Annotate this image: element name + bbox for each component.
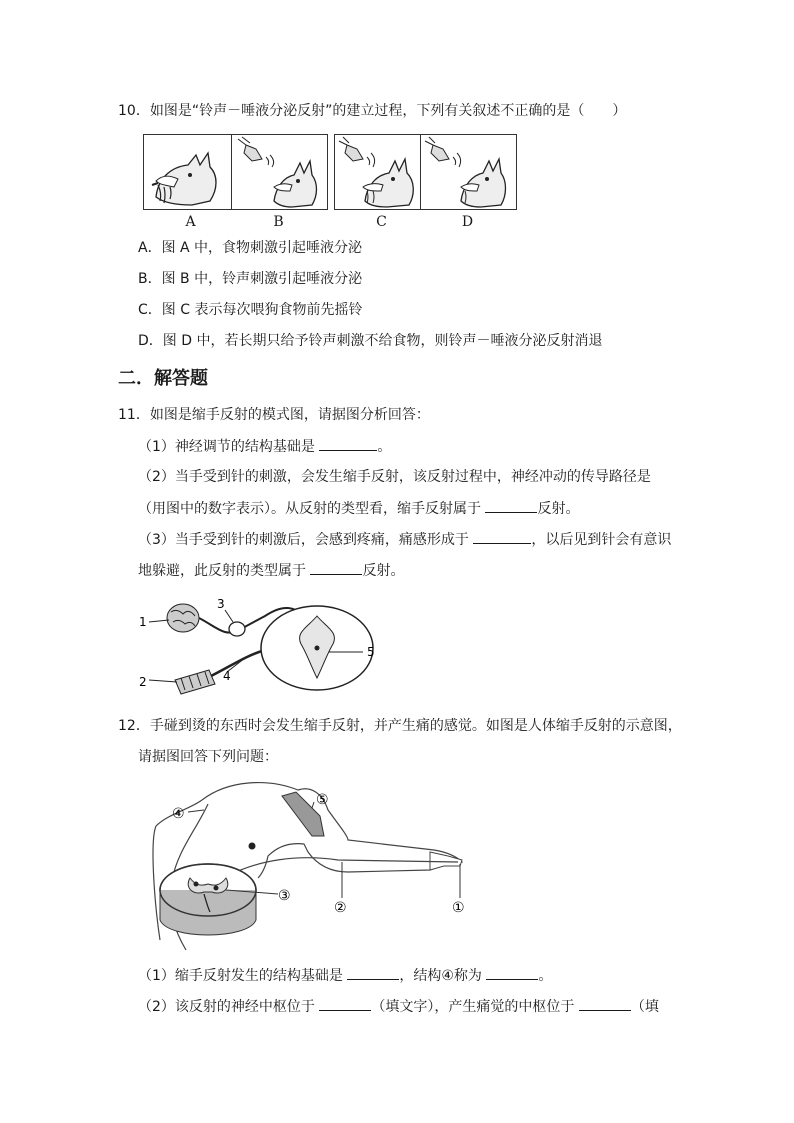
q11-blank-4[interactable] — [310, 560, 362, 575]
label-5: 5 — [367, 645, 375, 659]
label-1: 1 — [139, 615, 147, 629]
q11-blank-3[interactable] — [473, 529, 531, 544]
label-2: 2 — [139, 675, 147, 689]
caption-c: C — [376, 214, 387, 230]
receptor-skin-icon — [167, 604, 199, 632]
q12-stem-a: 12．手碰到烫的东西时会发生缩手反射，并产生痛的感觉。如图是人体缩手反射的示意图， — [118, 718, 682, 734]
q11-stem: 11．如图是缩手反射的模式图，请据图分析回答： — [118, 407, 430, 423]
effector-muscle-icon — [175, 670, 215, 694]
q12-blank-3[interactable] — [319, 996, 371, 1011]
q11-part3a-end: ，以后见到针会有意识 — [531, 532, 672, 548]
q11-blank-1[interactable] — [319, 436, 377, 451]
q12-stem-b: 请据图回答下列问题： — [138, 749, 278, 765]
q12-label-2: ② — [334, 900, 347, 916]
caption-d: D — [461, 214, 474, 230]
reflex-arc-model-figure — [135, 596, 385, 696]
q12-blank-1[interactable] — [347, 965, 399, 980]
q11-part2b-end: 反射。 — [537, 501, 580, 517]
q11-part3b-text: 地躲避，此反射的类型属于 — [138, 563, 306, 579]
dog-figure-c — [334, 134, 431, 210]
q11-part3b — [138, 560, 404, 581]
dog-figure-a — [143, 134, 240, 210]
q11-part1-end: 。 — [377, 439, 392, 455]
arm-reflex-figure — [148, 780, 488, 952]
q12-part1a-text: （1）缩手反射发生的结构基础是 — [138, 968, 343, 984]
dog-figure-d — [420, 134, 517, 210]
q12-part2-end: （填 — [630, 999, 659, 1015]
q11-part1-text: （1）神经调节的结构基础是 — [138, 439, 315, 455]
q12-part2 — [138, 996, 659, 1017]
q12-label-5: ⑤ — [316, 792, 329, 808]
q12-part1 — [138, 965, 552, 986]
q12-label-4: ④ — [172, 806, 185, 822]
q11-part2b-text: （用图中的数字表示）。从反射的类型看，缩手反射属于 — [138, 501, 481, 517]
q11-part3b-end: 反射。 — [362, 563, 405, 579]
q12-blank-2[interactable] — [486, 965, 538, 980]
q12-blank-4[interactable] — [579, 996, 631, 1011]
q11-blank-2[interactable] — [485, 498, 537, 513]
q12-part2b-text: （填文字），产生痛觉的中枢位于 — [371, 999, 575, 1015]
q11-part3a — [138, 529, 671, 550]
q12-part1-end: 。 — [538, 968, 553, 984]
q11-part2b — [138, 498, 579, 519]
caption-a: A — [185, 214, 196, 230]
q11-part2a: （2）当手受到针的刺激，会发生缩手反射，该反射过程中，神经冲动的传导路径是 — [138, 469, 651, 485]
section-title: 二．解答题 — [118, 368, 208, 389]
q10-option-c: C．图 C 表示每次喂狗食物前先摇铃 — [138, 302, 363, 318]
q10-option-b: B．图 B 中，铃声刺激引起唾液分泌 — [138, 271, 363, 287]
q10-option-d: D．图 D 中，若长期只给予铃声刺激不给食物，则铃声－唾液分泌反射消退 — [138, 333, 603, 349]
q10-option-a: A．图 A 中，食物刺激引起唾液分泌 — [138, 240, 363, 256]
q12-label-3: ③ — [278, 888, 291, 904]
q12-part2a-text: （2）该反射的神经中枢位于 — [138, 999, 315, 1015]
caption-b: B — [273, 214, 284, 230]
dog-figure-b — [231, 134, 328, 210]
label-4: 4 — [223, 669, 231, 683]
q11-part1 — [138, 436, 391, 457]
q12-label-1: ① — [452, 900, 465, 916]
q10-stem: 10．如图是“铃声－唾液分泌反射”的建立过程，下列有关叙述不正确的是（ ） — [118, 103, 627, 119]
label-3: 3 — [217, 597, 225, 611]
q11-part3a-text: （3）当手受到针的刺激后，会感到疼痛，痛感形成于 — [138, 532, 469, 548]
q12-part1b-text: ，结构④称为 — [399, 968, 482, 984]
